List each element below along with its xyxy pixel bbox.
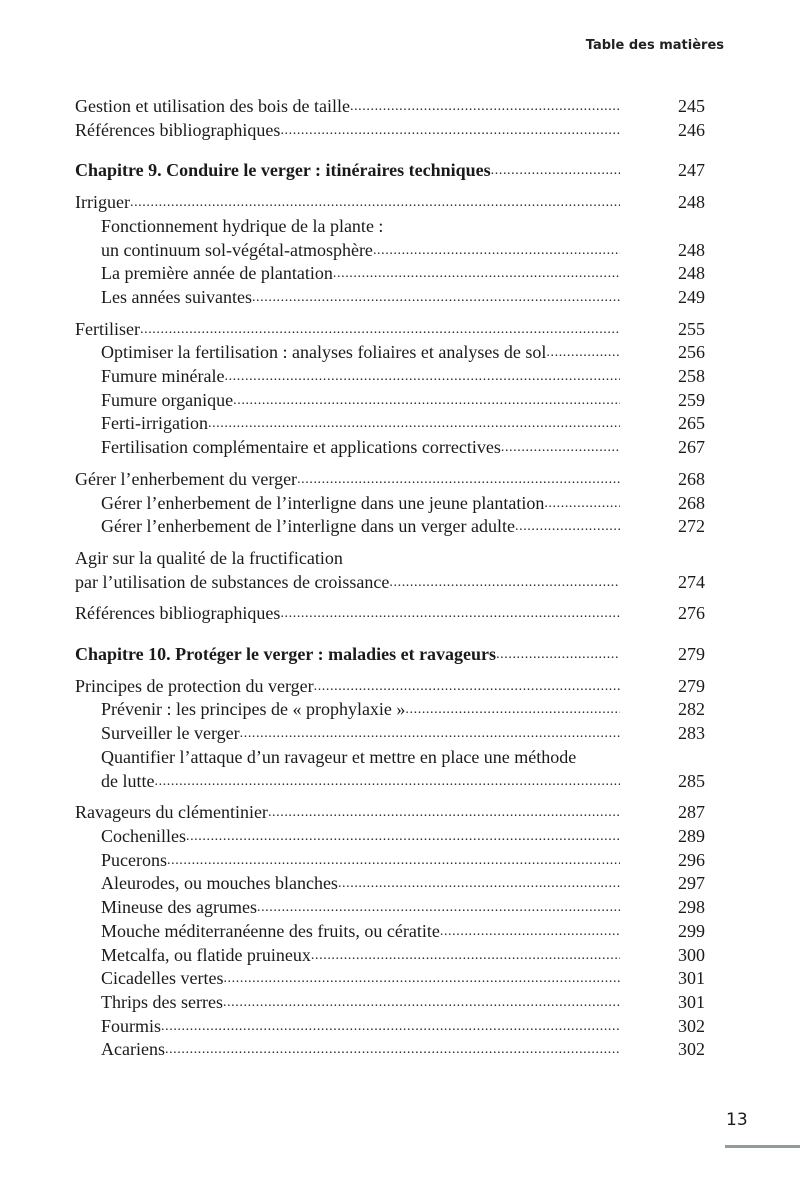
toc-entry bbox=[75, 602, 705, 626]
toc-entry-line bbox=[75, 95, 620, 119]
toc-entry-title: Cicadelles vertes bbox=[101, 968, 224, 989]
toc-entry bbox=[75, 547, 705, 594]
dot-leader bbox=[496, 643, 620, 667]
toc-entry-line bbox=[101, 215, 705, 239]
page-number: 13 bbox=[726, 1110, 748, 1130]
toc-entry bbox=[75, 872, 705, 896]
toc-entry bbox=[75, 215, 705, 262]
toc-page-number: 268 bbox=[678, 492, 705, 513]
dot-leader bbox=[338, 872, 620, 896]
toc-page-number: 268 bbox=[678, 468, 705, 489]
toc-page-number: 248 bbox=[678, 239, 705, 260]
toc-page-number: 265 bbox=[678, 413, 705, 434]
toc-section bbox=[75, 191, 705, 310]
toc-entry-line bbox=[101, 1038, 620, 1062]
dot-leader bbox=[280, 602, 620, 626]
dot-leader bbox=[491, 159, 620, 183]
dot-leader bbox=[257, 896, 620, 920]
toc-entry-line bbox=[75, 675, 620, 699]
toc-page-number: 249 bbox=[678, 286, 705, 307]
toc-page-number: 259 bbox=[678, 389, 705, 410]
toc-entry-title: par l’utilisation de substances de croissance bbox=[75, 571, 390, 592]
toc-entry-title: un continuum sol-végétal-atmosphère bbox=[101, 239, 373, 260]
toc-page-number: 283 bbox=[678, 723, 705, 744]
toc-entry-title: Mineuse des agrumes bbox=[101, 897, 257, 918]
toc-entry-line bbox=[75, 602, 620, 626]
toc-entry-line bbox=[101, 944, 620, 968]
toc-entry-title: Ferti-irrigation bbox=[101, 413, 208, 434]
toc-entry bbox=[75, 318, 705, 342]
toc-entry bbox=[75, 675, 705, 699]
toc-page-number: 255 bbox=[678, 318, 705, 339]
toc-entry bbox=[75, 286, 705, 310]
dot-leader bbox=[546, 341, 620, 365]
dot-leader bbox=[161, 1015, 620, 1039]
toc-entry bbox=[75, 436, 705, 460]
toc-entry-line bbox=[101, 967, 620, 991]
toc-entry bbox=[75, 967, 705, 991]
toc-entry bbox=[75, 412, 705, 436]
toc-entry-line bbox=[101, 515, 620, 539]
toc-entry-title: Chapitre 10. Protéger le verger : maladies et ravageurs bbox=[75, 644, 497, 665]
toc-section bbox=[75, 801, 705, 1062]
toc-entry-title: Gérer l’enherbement de l’interligne dans une jeune plantation bbox=[101, 492, 545, 513]
toc-entry bbox=[75, 468, 705, 492]
toc-entry-line bbox=[75, 119, 620, 143]
toc-entry-title: Surveiller le verger bbox=[101, 723, 240, 744]
toc-entry-title: Metcalfa, ou flatide pruineux bbox=[101, 944, 311, 965]
toc-entry-title: Pucerons bbox=[101, 849, 167, 870]
dot-leader bbox=[223, 967, 620, 991]
toc-section bbox=[75, 675, 705, 794]
toc-entry-title: Chapitre 9. Conduire le verger : itinéraires techniques bbox=[75, 160, 491, 181]
toc-entry-title: Optimiser la fertilisation : analyses foliaires et analyses de sol bbox=[101, 342, 547, 363]
dot-leader bbox=[167, 849, 620, 873]
toc-entry-title: Prévenir : les principes de « prophylaxie » bbox=[101, 699, 406, 720]
toc-entry-line bbox=[75, 801, 620, 825]
toc-entry-line bbox=[101, 698, 620, 722]
toc-entry-title: de lutte bbox=[101, 770, 155, 791]
toc-entry-line bbox=[75, 191, 620, 215]
toc-page-number: 289 bbox=[678, 825, 705, 846]
toc-page-number: 246 bbox=[678, 119, 705, 140]
toc-entry-title: Gestion et utilisation des bois de taille bbox=[75, 96, 350, 116]
dot-leader bbox=[373, 239, 620, 263]
toc-entry bbox=[75, 262, 705, 286]
dot-leader bbox=[297, 468, 620, 492]
toc-entry bbox=[75, 159, 705, 183]
dot-leader bbox=[268, 801, 620, 825]
toc-page-number: 302 bbox=[678, 1015, 705, 1036]
toc-entry-line bbox=[101, 492, 620, 516]
toc-section bbox=[75, 602, 705, 626]
toc-entry-line bbox=[101, 722, 620, 746]
toc-entry bbox=[75, 389, 705, 413]
toc-entry-line bbox=[101, 341, 620, 365]
toc-entry-title: Fonctionnement hydrique de la plante : bbox=[101, 215, 384, 236]
toc-entry-line bbox=[101, 286, 620, 310]
dot-leader bbox=[314, 675, 620, 699]
dot-leader bbox=[165, 1038, 620, 1062]
toc-page-number: 276 bbox=[678, 603, 705, 624]
toc-page-number: 267 bbox=[678, 437, 705, 458]
toc-entry-line bbox=[75, 547, 705, 571]
toc-entry bbox=[75, 801, 705, 825]
toc-entry bbox=[75, 515, 705, 539]
toc-entry-line bbox=[101, 436, 620, 460]
toc-page-number: 297 bbox=[678, 873, 705, 894]
dot-leader bbox=[154, 770, 620, 794]
toc-page-number: 301 bbox=[678, 968, 705, 989]
toc-entry-title: Quantifier l’attaque d’un ravageur et mettre en place une méthode bbox=[101, 746, 577, 767]
toc-page-number: 247 bbox=[678, 160, 705, 181]
dot-leader bbox=[350, 95, 620, 119]
toc-entry-line bbox=[101, 991, 620, 1015]
dot-leader bbox=[515, 515, 620, 539]
toc-page-number: 248 bbox=[678, 263, 705, 284]
toc-page-number: 296 bbox=[678, 849, 705, 870]
toc-entry bbox=[75, 119, 705, 143]
toc-entry-line bbox=[101, 412, 620, 436]
toc-page-number: 272 bbox=[678, 516, 705, 537]
toc-entry-title: Fourmis bbox=[101, 1015, 162, 1036]
dot-leader bbox=[405, 698, 620, 722]
dot-leader bbox=[252, 286, 620, 310]
toc-entry bbox=[75, 896, 705, 920]
toc-entry bbox=[75, 1015, 705, 1039]
toc-entry-line bbox=[101, 239, 620, 263]
dot-leader bbox=[186, 825, 620, 849]
toc-page-number: 282 bbox=[678, 699, 705, 720]
toc-entry-title: Fumure organique bbox=[101, 389, 234, 410]
toc-entry-title: Références bibliographiques bbox=[75, 603, 281, 624]
toc-entry-title: Fumure minérale bbox=[101, 366, 225, 387]
dot-leader bbox=[223, 991, 620, 1015]
toc-entry bbox=[75, 492, 705, 516]
toc-page-number: 302 bbox=[678, 1039, 705, 1060]
toc-page-number: 279 bbox=[678, 675, 705, 696]
folio-rule bbox=[725, 1145, 800, 1148]
toc-entry-line bbox=[101, 389, 620, 413]
toc-entry-line bbox=[101, 770, 620, 794]
chapter-heading bbox=[75, 643, 705, 667]
toc-section bbox=[75, 547, 705, 594]
toc-entry-title: Principes de protection du verger bbox=[75, 675, 314, 696]
toc-entry bbox=[75, 341, 705, 365]
toc-entry-title: Fertilisation complémentaire et applications correctives bbox=[101, 437, 501, 458]
toc-page-number: 245 bbox=[678, 96, 705, 116]
toc-entry-title: Thrips des serres bbox=[101, 991, 223, 1012]
toc-page-number: 299 bbox=[678, 920, 705, 941]
toc-entry-title: Fertiliser bbox=[75, 318, 140, 339]
toc-page-number: 279 bbox=[678, 644, 705, 665]
toc-section bbox=[75, 468, 705, 539]
toc-entry bbox=[75, 825, 705, 849]
toc-entry-title: Mouche méditerranéenne des fruits, ou cératite bbox=[101, 920, 440, 941]
toc-entry-line bbox=[101, 896, 620, 920]
toc-page-number: 256 bbox=[678, 342, 705, 363]
toc-entry-title: Agir sur la qualité de la fructification bbox=[75, 547, 343, 568]
toc-entry-title: Ravageurs du clémentinier bbox=[75, 802, 268, 823]
dot-leader bbox=[233, 389, 620, 413]
toc-page-number: 300 bbox=[678, 944, 705, 965]
toc-entry-line bbox=[75, 318, 620, 342]
toc-entry-title: Gérer l’enherbement de l’interligne dans un verger adulte bbox=[101, 516, 515, 537]
toc-entry-line bbox=[75, 468, 620, 492]
toc-section bbox=[75, 95, 705, 142]
toc-entry-line bbox=[101, 920, 620, 944]
toc-entry-line bbox=[75, 571, 620, 595]
dot-leader bbox=[333, 262, 620, 286]
toc-page-number: 285 bbox=[678, 770, 705, 791]
toc-entry bbox=[75, 849, 705, 873]
toc-entry-line bbox=[101, 262, 620, 286]
dot-leader bbox=[140, 318, 620, 342]
toc-page-number: 248 bbox=[678, 192, 705, 213]
dot-leader bbox=[311, 944, 620, 968]
dot-leader bbox=[130, 191, 620, 215]
dot-leader bbox=[440, 920, 620, 944]
dot-leader bbox=[389, 571, 620, 595]
dot-leader bbox=[501, 436, 620, 460]
toc-entry bbox=[75, 991, 705, 1015]
toc-page-number: 258 bbox=[678, 366, 705, 387]
toc-entry bbox=[75, 746, 705, 793]
toc-entry-title: Aleurodes, ou mouches blanches bbox=[101, 873, 338, 894]
toc-entry-line bbox=[101, 746, 705, 770]
table-of-contents bbox=[75, 95, 705, 1070]
toc-entry-line bbox=[101, 1015, 620, 1039]
toc-entry-line bbox=[101, 849, 620, 873]
dot-leader bbox=[208, 412, 620, 436]
dot-leader bbox=[280, 119, 620, 143]
toc-entry bbox=[75, 643, 705, 667]
toc-page-number: 301 bbox=[678, 991, 705, 1012]
toc-entry bbox=[75, 944, 705, 968]
dot-leader bbox=[240, 722, 620, 746]
toc-page-number: 274 bbox=[678, 571, 705, 592]
running-head: Table des matières bbox=[585, 38, 724, 53]
toc-entry-title: Irriguer bbox=[75, 192, 130, 213]
dot-leader bbox=[224, 365, 620, 389]
toc-entry bbox=[75, 1038, 705, 1062]
toc-entry-title: Acariens bbox=[101, 1039, 165, 1060]
toc-entry-line bbox=[101, 365, 620, 389]
toc-entry-title: Références bibliographiques bbox=[75, 119, 281, 140]
toc-entry-line bbox=[75, 643, 620, 667]
chapter-heading bbox=[75, 159, 705, 183]
toc-entry-line bbox=[75, 159, 620, 183]
toc-page-number: 287 bbox=[678, 802, 705, 823]
toc-page-number: 298 bbox=[678, 897, 705, 918]
toc-entry-title: Cochenilles bbox=[101, 825, 186, 846]
toc-section bbox=[75, 318, 705, 460]
toc-entry-title: Gérer l’enherbement du verger bbox=[75, 468, 298, 489]
toc-entry-title: Les années suivantes bbox=[101, 286, 252, 307]
toc-entry bbox=[75, 722, 705, 746]
toc-entry bbox=[75, 920, 705, 944]
toc-entry bbox=[75, 95, 705, 119]
toc-entry-title: La première année de plantation bbox=[101, 263, 333, 284]
toc-entry bbox=[75, 191, 705, 215]
toc-entry-line bbox=[101, 872, 620, 896]
toc-entry-line bbox=[101, 825, 620, 849]
toc-entry bbox=[75, 698, 705, 722]
toc-entry bbox=[75, 365, 705, 389]
dot-leader bbox=[544, 492, 620, 516]
